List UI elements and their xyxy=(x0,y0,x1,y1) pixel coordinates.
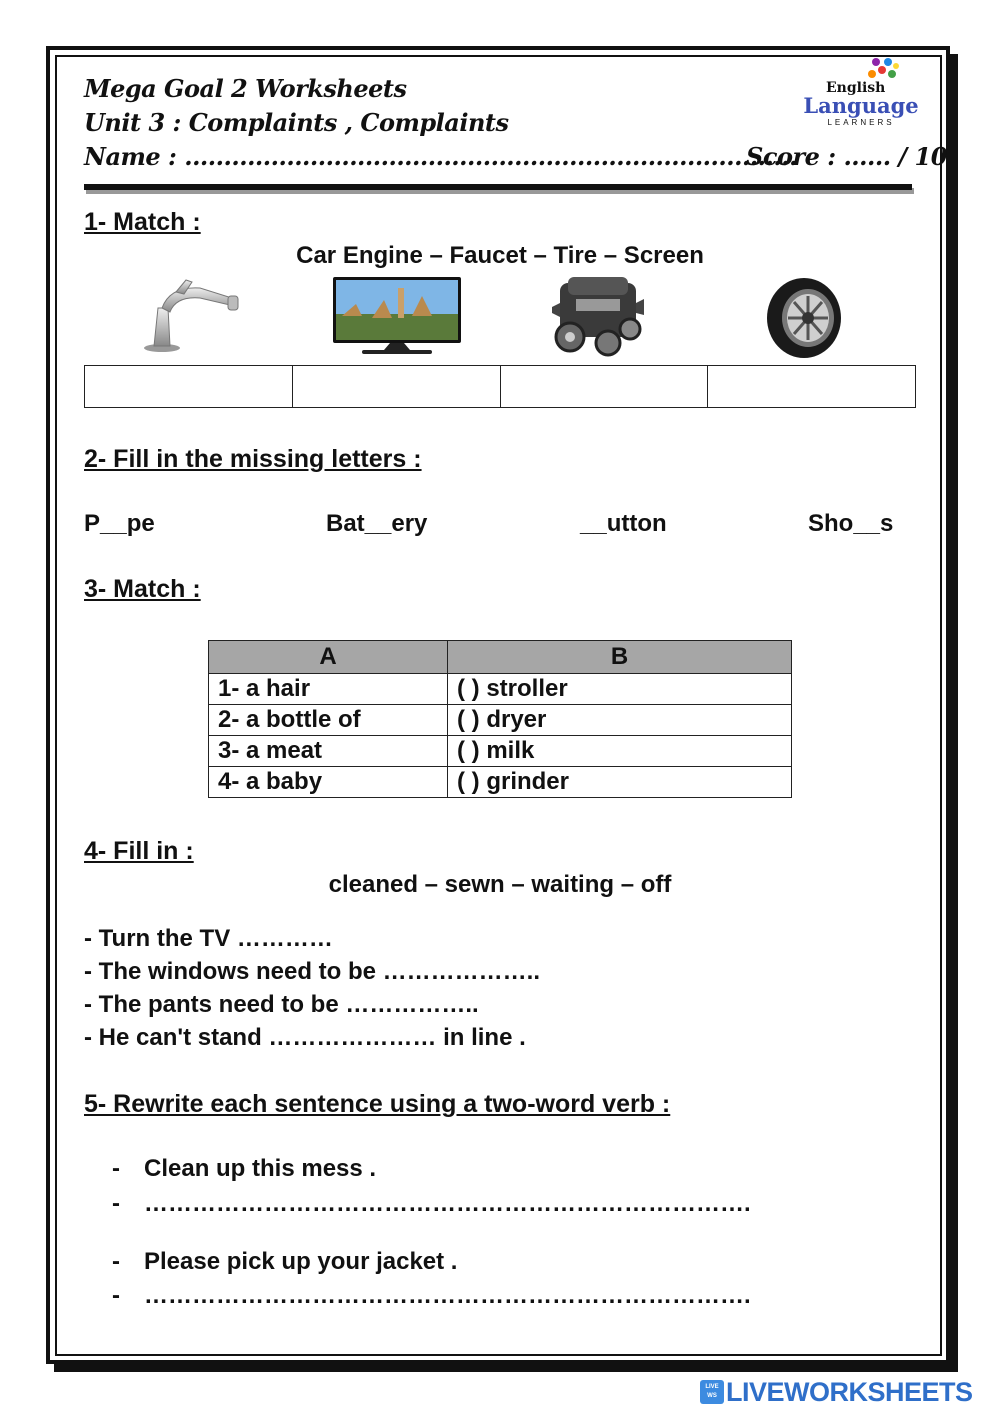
missing-word-3[interactable]: __utton xyxy=(580,510,667,537)
car-engine-icon xyxy=(546,273,650,363)
answer-box-1[interactable] xyxy=(85,366,293,407)
english-language-learners-logo xyxy=(800,58,922,130)
column-b-cell[interactable]: ( ) milk xyxy=(448,736,792,767)
bullet-dash: - xyxy=(112,1190,120,1217)
column-a-header: A xyxy=(209,641,448,674)
rewrite-sentence-2: Please pick up your jacket . xyxy=(144,1248,458,1275)
missing-word-2[interactable]: Bat__ery xyxy=(326,510,428,537)
section1-word-bank: Car Engine – Faucet – Tire – Screen xyxy=(296,242,704,269)
faucet-icon xyxy=(140,278,244,354)
missing-word-1[interactable]: P__pe xyxy=(84,510,155,537)
section5-title: 5- Rewrite each sentence using a two-word verb : xyxy=(84,1090,671,1118)
screen-icon xyxy=(332,276,462,360)
unit-title: Unit 3 : Complaints , Complaints xyxy=(84,108,509,137)
badge-top: LIVE xyxy=(705,1384,719,1390)
tire-icon xyxy=(764,276,844,360)
answer-box-2[interactable] xyxy=(293,366,501,407)
rewrite-answer-2[interactable]: …………………………………………………………………. xyxy=(144,1282,751,1309)
logo-learners: LEARNERS xyxy=(827,118,895,127)
fill-sentence-4[interactable]: - He can't stand ………………… in line . xyxy=(84,1024,526,1051)
table-row xyxy=(209,767,792,798)
table-row xyxy=(209,674,792,705)
rewrite-answer-1[interactable]: …………………………………………………………………. xyxy=(144,1190,751,1217)
bullet-dash: - xyxy=(112,1282,120,1309)
section4-title: 4- Fill in : xyxy=(84,837,194,865)
column-b-header: B xyxy=(448,641,792,674)
column-a-cell: 2- a bottle of xyxy=(209,705,448,736)
answer-box-4[interactable] xyxy=(708,366,915,407)
logo-english: English xyxy=(826,80,886,96)
logo-language: Language xyxy=(803,93,919,118)
section2-title: 2- Fill in the missing letters : xyxy=(84,445,422,473)
liveworksheets-logo-icon xyxy=(700,1380,724,1404)
match-answer-boxes xyxy=(84,365,916,408)
fill-sentence-2[interactable]: - The windows need to be ……………….. xyxy=(84,958,541,985)
column-b-cell[interactable]: ( ) dryer xyxy=(448,705,792,736)
table-row xyxy=(209,705,792,736)
bullet-dash: - xyxy=(112,1155,120,1182)
table-header-row xyxy=(209,641,792,674)
section1-title: 1- Match : xyxy=(84,208,201,236)
column-a-cell: 3- a meat xyxy=(209,736,448,767)
missing-word-4[interactable]: Sho__s xyxy=(808,510,894,537)
liveworksheets-wordmark: LIVEWORKSHEETS xyxy=(726,1376,973,1407)
worksheet-title: Mega Goal 2 Worksheets xyxy=(84,74,407,103)
match-table xyxy=(208,640,792,798)
bullet-dash: - xyxy=(112,1248,120,1275)
column-b-cell[interactable]: ( ) grinder xyxy=(448,767,792,798)
name-line: Name : .............................................................................. xyxy=(84,142,797,171)
fill-sentence-3[interactable]: - The pants need to be …………….. xyxy=(84,991,479,1018)
answer-box-3[interactable] xyxy=(501,366,709,407)
section3-title: 3- Match : xyxy=(84,575,201,603)
column-a-cell: 1- a hair xyxy=(209,674,448,705)
column-a-cell: 4- a baby xyxy=(209,767,448,798)
rewrite-sentence-1: Clean up this mess . xyxy=(144,1155,377,1182)
fill-sentence-1[interactable]: - Turn the TV ………… xyxy=(84,925,333,952)
badge-bottom: WS xyxy=(707,1393,717,1399)
column-b-cell[interactable]: ( ) stroller xyxy=(448,674,792,705)
section4-word-bank: cleaned – sewn – waiting – off xyxy=(328,871,672,898)
header-divider xyxy=(84,184,912,190)
table-row xyxy=(209,736,792,767)
liveworksheets-brand[interactable] xyxy=(700,1378,973,1406)
score-field: Score : ...... / 10 xyxy=(746,142,947,171)
